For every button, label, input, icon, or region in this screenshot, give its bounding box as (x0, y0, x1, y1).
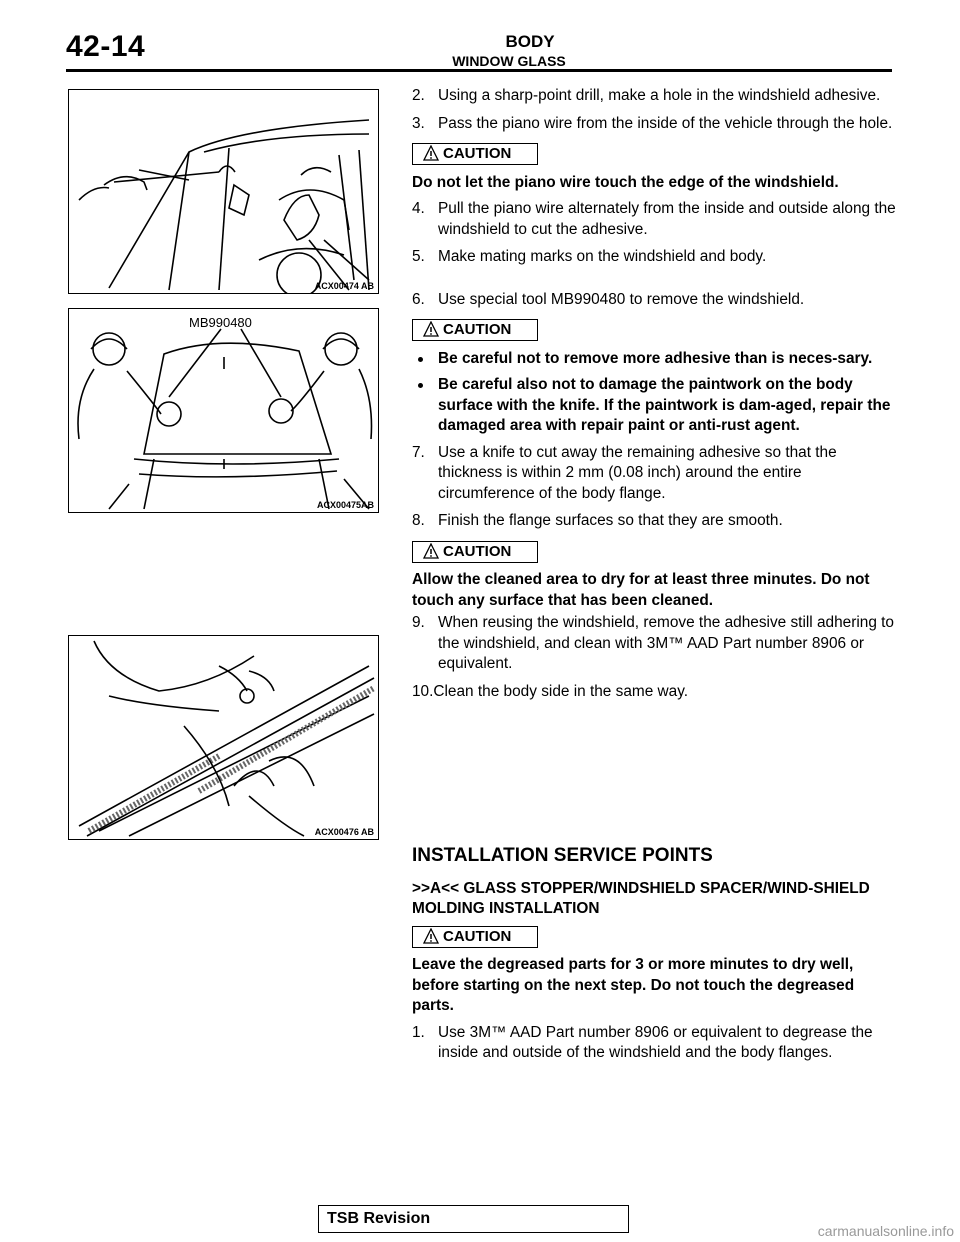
clean-adhesive-illustration (69, 636, 378, 839)
bullet-dot (418, 383, 423, 388)
sub-heading: >>A<< GLASS STOPPER/WINDSHIELD SPACER/WIND-SHIELD MOLDING INSTALLATION (412, 879, 870, 917)
caution-bullet (412, 375, 898, 437)
caution-label (412, 319, 538, 341)
figure-piano-wire (68, 89, 379, 294)
step-number: 2. (412, 87, 425, 104)
figure-code: ACX00476 AB (314, 827, 374, 837)
step-4 (412, 199, 898, 240)
figure-clean-adhesive (68, 635, 379, 840)
caution-text: Allow the cleaned area to dry for at least three minutes. Do not touch any surface that has been cleaned. (412, 571, 870, 609)
step-number: 3. (412, 114, 425, 132)
caution-label (412, 143, 538, 165)
step-number: 6. (412, 290, 425, 308)
step-text: Pass the piano wire from the inside of the vehicle through the hole. (438, 114, 893, 132)
caution-word: CAUTION (443, 927, 512, 945)
caution-word: CAUTION (443, 321, 512, 338)
step-number: 5. (412, 248, 425, 265)
step-number: 9. (412, 614, 425, 631)
step-text: When reusing the windshield, remove the adhesive still adhering to the windshield, and clean with 3M™ AAD Part number 8906 or equivalent. (438, 614, 894, 672)
piano-wire-illustration (69, 90, 378, 293)
caution-text: Leave the degreased parts for 3 or more minutes to dry well, before starting on the next step. Do not touch the degreased parts. (412, 956, 855, 1014)
bullet-dot (418, 357, 423, 362)
step-9 (412, 613, 898, 675)
install-step-1 (412, 1023, 898, 1064)
watermark: carmanualsonline.info (817, 1223, 954, 1239)
tsb-revision-label: TSB Revision (327, 1210, 431, 1227)
step-text: Pull the piano wire alternately from the inside and outside along the windshield to cut the adhesive. (438, 200, 896, 238)
warning-icon (423, 145, 439, 161)
bullet-text: Be careful not to remove more adhesive than is neces-sary. (438, 349, 873, 367)
step-text: Make mating marks on the windshield and body. (438, 248, 767, 265)
section-subtitle: WINDOW GLASS (452, 53, 566, 69)
header-rule (66, 69, 892, 72)
caution-word: CAUTION (443, 145, 512, 162)
caution-label (412, 926, 538, 948)
figure-code: ACX00475AB (316, 500, 374, 510)
warning-icon (423, 543, 439, 559)
caution-text: Do not let the piano wire touch the edge of the windshield. (412, 173, 839, 191)
step-number: 8. (412, 512, 425, 529)
step-3 (412, 114, 898, 135)
step-number: 7. (412, 443, 425, 461)
step-number: 1. (412, 1023, 425, 1041)
figure-code: ACX00474 AB (314, 281, 374, 291)
caution-bullet (412, 349, 898, 370)
section-heading: INSTALLATION SERVICE POINTS (412, 845, 713, 866)
step-text: Finish the flange surfaces so that they are smooth. (438, 512, 783, 529)
tool-callout: MB990480 (189, 315, 252, 330)
step-2 (412, 86, 898, 107)
procedure-text (412, 86, 898, 1071)
special-tool-illustration (69, 309, 378, 512)
step-text: Use a knife to cut away the remaining adhesive so that the thickness is within 2 mm (0.08 inch) around the entire circumference of the body flange. (438, 443, 837, 502)
warning-icon (423, 321, 439, 337)
caution-word: CAUTION (443, 542, 512, 560)
section-title: BODY (505, 32, 555, 51)
step-text: Use 3M™ AAD Part number 8906 or equivalent to degrease the inside and outside of the windshield and the body flanges. (438, 1023, 873, 1061)
step-text: Use special tool MB990480 to remove the windshield. (438, 290, 805, 308)
bullet-text: Be careful also not to damage the paintwork on the body surface with the knife. If the paintwork is dam-aged, repair the damaged area with repair paint or anti-rust agent. (438, 376, 891, 434)
warning-icon (423, 928, 439, 944)
step-text: Using a sharp-point drill, make a hole in the windshield adhesive. (438, 87, 881, 104)
step-5 (412, 247, 898, 268)
step-8 (412, 511, 898, 532)
step-10: 10.Clean the body side in the same way. (412, 682, 689, 700)
caution-label (412, 541, 538, 563)
page-number: 42-14 (66, 30, 146, 63)
step-6 (412, 290, 898, 311)
step-7 (412, 443, 898, 505)
tsb-revision-box (318, 1205, 629, 1233)
step-number: 4. (412, 200, 425, 217)
figure-special-tool (68, 308, 379, 513)
